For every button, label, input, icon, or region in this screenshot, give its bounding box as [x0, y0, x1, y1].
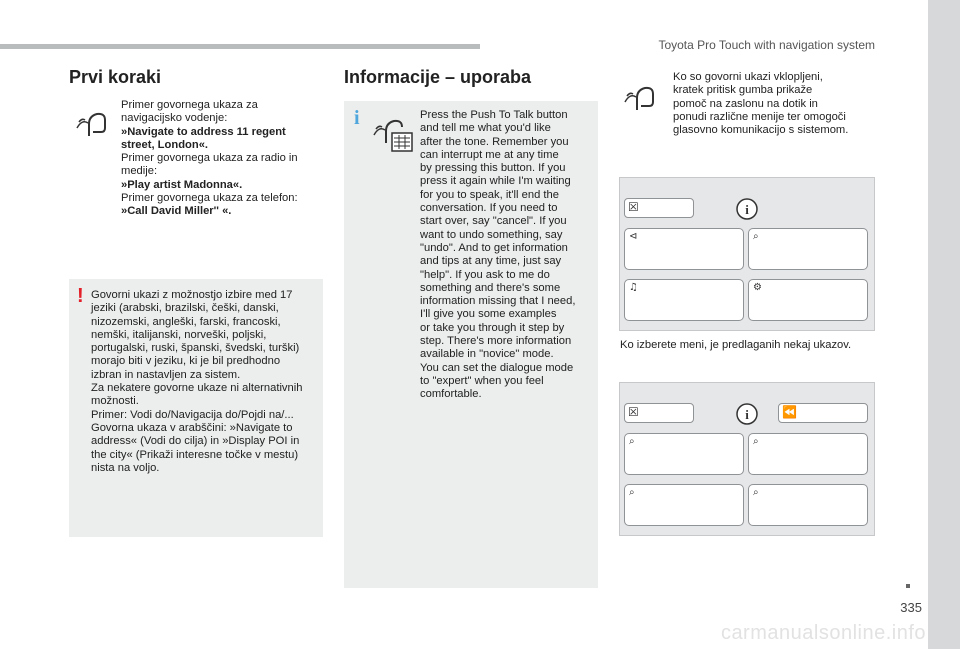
section-title-first-steps: Prvi koraki — [69, 67, 162, 87]
warning-mark-icon: ! — [77, 285, 84, 307]
text-line: glasovno komunikacijo s sistemom. — [673, 124, 849, 137]
voice-command-screen-icon — [372, 115, 416, 159]
running-title: Toyota Pro Touch with navigation system — [658, 38, 875, 52]
text-line: step. There's more information — [420, 335, 572, 348]
item-icon: ⌕ — [629, 436, 635, 447]
section-title-info-usage: Informacije – uporaba — [344, 67, 532, 87]
info-icon-2[interactable] — [735, 402, 759, 426]
info-mark-icon: i — [354, 107, 360, 129]
item-icon: ⌕ — [753, 436, 759, 447]
text-line: navigacijsko vodenje: — [121, 112, 228, 125]
text-line: for you to speak, it'll end the — [420, 188, 559, 201]
cancel-icon-2: ☒ — [628, 405, 639, 419]
text-line: You can set the dialogue mode — [420, 361, 574, 374]
text-line: »Play artist Madonna«. — [121, 178, 243, 191]
text-line: and tips at any time, just say — [420, 255, 562, 268]
settings-menu-button[interactable] — [748, 279, 868, 321]
text-line: conversation. If you need to — [420, 202, 558, 215]
settings-icon: ⚙ — [753, 282, 762, 293]
text-line: street, London«. — [121, 138, 209, 151]
text-line: nizozemski, angleški, farski, francoski, — [91, 315, 281, 328]
text-line: Govorna ukaza v arabščini: »Navigate to — [91, 421, 293, 434]
text-line: Primer govornega ukaza za radio in — [121, 152, 298, 165]
text-line: ponudi različne menije ter omogoči — [673, 110, 846, 123]
page-number: 335 — [900, 600, 922, 615]
warning-box — [69, 279, 323, 537]
text-line: nista na voljo. — [91, 461, 160, 474]
text-line: start over, say "cancel". If you — [420, 215, 567, 228]
command-button-3[interactable] — [624, 484, 744, 526]
page-edge-strip — [928, 0, 960, 649]
menu-caption: Ko izberete meni, je predlaganih nekaj ukazov. — [620, 339, 852, 351]
text-line: can interrupt me at any time — [420, 148, 559, 161]
text-line: morajo biti v jeziku, ki je bil predhodno — [91, 355, 281, 368]
info-text — [420, 109, 592, 402]
text-line: Press the Push To Talk button — [420, 109, 568, 121]
text-line: after the tone. Remember you — [420, 135, 569, 148]
svg-text:i: i — [745, 202, 749, 217]
text-line: information missing that I need, — [420, 295, 576, 308]
text-line: something and there's some — [420, 281, 561, 294]
text-line: nemški, italijanski, norveški, poljski, — [91, 328, 267, 341]
text-line: press it again while I'm waiting — [420, 175, 571, 188]
text-line: jeziki (arabski, brazilski, češki, danski, — [91, 302, 279, 315]
text-line: »Call David Miller'' «. — [121, 205, 232, 218]
info-icon[interactable] — [735, 197, 759, 221]
command-button-4[interactable] — [748, 484, 868, 526]
item-icon: ⌕ — [629, 487, 635, 498]
text-line: to "expert" when you feel — [420, 374, 544, 387]
text-line: portugalski, ruski, španski, švedski, turški) — [91, 342, 300, 355]
back-icon: ⏪ — [782, 405, 797, 419]
text-line: comfortable. — [420, 388, 482, 401]
cancel-icon: ☒ — [628, 200, 639, 214]
voice-command-icon — [75, 108, 113, 140]
text-line: available in "novice" mode. — [420, 348, 554, 361]
intro-text — [673, 71, 873, 137]
text-line: "help". If you ask to me do — [420, 268, 550, 281]
text-line: by pressing this button. If you — [420, 162, 566, 175]
text-line: medije: — [121, 165, 158, 178]
navigation-icon: ⊲ — [629, 231, 638, 242]
text-line: Primer govornega ukaza za — [121, 99, 258, 111]
text-line: "undo". And to get information — [420, 241, 568, 254]
voice-examples — [121, 99, 326, 219]
text-line: Za nekatere govorne ukaze ni alternativnih — [91, 382, 303, 395]
back-button[interactable] — [778, 403, 868, 423]
text-line: »Navigate to address 11 regent — [121, 125, 286, 138]
text-line: kratek pritisk gumba prikaže — [673, 84, 813, 97]
screen-main-menu — [619, 177, 875, 331]
text-line: Govorni ukazi z možnostjo izbire med 17 — [91, 289, 293, 301]
text-line: pomoč na zaslonu na dotik in — [673, 97, 818, 110]
text-line: Ko so govorni ukazi vklopljeni, — [673, 71, 823, 83]
phone-menu-button[interactable] — [748, 228, 868, 270]
phone-icon: ⌕ — [753, 231, 759, 242]
text-line: Primer: Vodi do/Navigacija do/Pojdi na/... — [91, 408, 294, 421]
text-line: the city« (Prikaži interesne točke v mestu) — [91, 448, 299, 461]
text-line: and tell me what you'd like — [420, 122, 551, 135]
navigation-menu-button[interactable] — [624, 228, 744, 270]
warning-text — [91, 289, 326, 475]
text-line: address« (Vodi do cilja) in »Display POI in — [91, 435, 300, 448]
cancel-button[interactable] — [624, 198, 694, 218]
item-icon: ⌕ — [753, 487, 759, 498]
voice-command-icon-2 — [623, 82, 661, 114]
screen-submenu — [619, 382, 875, 536]
header-rule — [0, 44, 480, 49]
command-button-1[interactable] — [624, 433, 744, 475]
text-line: want to undo something, say — [420, 228, 563, 241]
music-icon: ♫ — [629, 282, 638, 293]
info-box — [344, 101, 598, 588]
svg-text:i: i — [745, 407, 749, 422]
command-button-2[interactable] — [748, 433, 868, 475]
cancel-button-2[interactable] — [624, 403, 694, 423]
text-line: možnosti. — [91, 395, 139, 408]
text-line: Primer govornega ukaza za telefon: — [121, 192, 298, 205]
media-menu-button[interactable] — [624, 279, 744, 321]
text-line: izbran in nastavljen za sistem. — [91, 368, 241, 381]
text-line: or take you through it step by — [420, 321, 565, 334]
text-line: I'll give you some examples — [420, 308, 557, 321]
watermark: carmanualsonline.info — [720, 622, 926, 644]
page-marker — [906, 584, 910, 588]
